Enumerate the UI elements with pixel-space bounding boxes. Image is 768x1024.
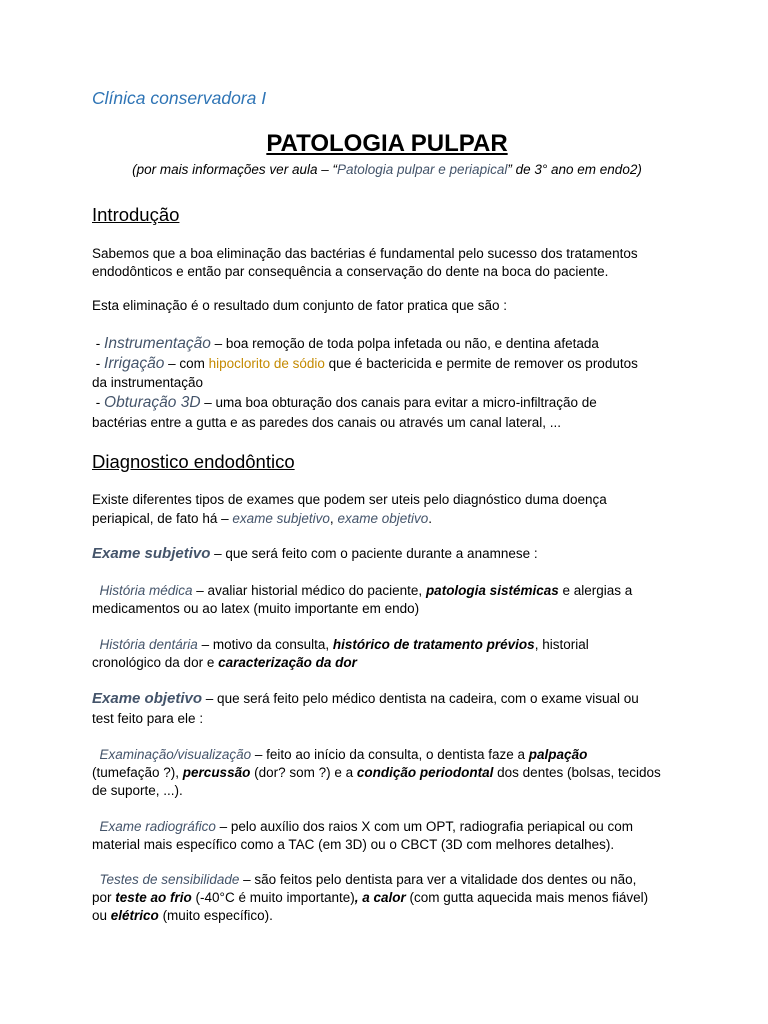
exame-radiografico-line xyxy=(92,818,682,836)
list-dash: - xyxy=(95,395,105,410)
list-item-obturacao xyxy=(92,394,682,412)
text: – feito ao início da consulta, o dentista faze a xyxy=(251,747,529,762)
list-text: – boa remoção de toda polpa infetada ou não, e dentina afetada xyxy=(210,336,599,351)
list-text: que é bactericida e permite de remover os produtos xyxy=(324,356,638,371)
text: – motivo da consulta, xyxy=(197,637,333,652)
examinacao-continuation xyxy=(92,764,682,782)
highlight-text: hipoclorito de sódio xyxy=(208,356,325,371)
text: (com gutta aquecida mais menos fiável) xyxy=(405,890,649,905)
text: e alergias a xyxy=(558,583,633,598)
text: (muito específico). xyxy=(158,908,273,923)
term: Testes de sensibilidade xyxy=(99,872,240,887)
page-title: PATOLOGIA PULPAR xyxy=(266,130,508,157)
exame-subjetivo-line xyxy=(92,545,682,563)
list-term: Instrumentação xyxy=(104,335,211,352)
historia-dentaria-line xyxy=(92,636,682,654)
emphasis: histórico de tratamento prévios xyxy=(332,637,535,652)
list-item-continuation: da instrumentação xyxy=(92,375,204,390)
list-term: Irrigação xyxy=(104,355,165,372)
subtitle-reference: Patologia pulpar e periapical xyxy=(336,162,508,177)
historia-dentaria-continuation xyxy=(92,654,682,672)
historia-medica-continuation: medicamentos ou ao latex (muito importante em endo) xyxy=(92,601,420,616)
text: dos dentes (bolsas, tecidos xyxy=(493,765,661,780)
subtitle-text-end: ” de 3° ano em endo2) xyxy=(507,162,642,177)
emphasis: caracterização da dor xyxy=(218,655,357,670)
section-heading-diagnostico: Diagnostico endodôntico xyxy=(92,451,295,472)
testes-sensibilidade-continuation xyxy=(92,889,682,907)
text: – são feitos pelo dentista para ver a vitalidade dos dentes ou não, xyxy=(239,872,637,887)
page-subtitle xyxy=(92,162,682,177)
list-term: Obturação 3D xyxy=(104,394,201,411)
text: ou xyxy=(92,908,111,923)
text: – que será feito pelo médico dentista na cadeira, com o exame visual ou xyxy=(202,691,639,706)
term: Examinação/visualização xyxy=(99,747,252,762)
emphasis: teste ao frio xyxy=(115,890,192,905)
examinacao-line xyxy=(92,746,682,764)
text: , xyxy=(329,511,338,526)
list-text: – uma boa obturação dos canais para evitar a micro-infiltração de xyxy=(200,395,597,410)
text: . xyxy=(428,511,433,526)
historia-medica-line xyxy=(92,582,682,600)
text: (tumefação ?), xyxy=(92,765,183,780)
diag-paragraph-line xyxy=(92,510,682,528)
text: – que será feito com o paciente durante a anamnese : xyxy=(210,546,538,561)
exame-radiografico-continuation: material mais específico como a TAC (em 3D) ou o CBCT (3D com melhores detalhes). xyxy=(92,837,615,852)
text: (dor? som ?) e a xyxy=(250,765,357,780)
term: exame objetivo xyxy=(337,511,429,526)
text: , historial xyxy=(534,637,589,652)
exame-objetivo-line xyxy=(92,690,682,708)
list-item-instrumentacao xyxy=(92,335,682,353)
list-item-irrigacao xyxy=(92,355,682,373)
emphasis: palpação xyxy=(528,747,588,762)
subtitle-text: (por mais informações ver aula – “ xyxy=(132,162,337,177)
section-heading-introducao: Introdução xyxy=(92,204,180,225)
text: por xyxy=(92,890,116,905)
emphasis: percussão xyxy=(182,765,251,780)
text: – pelo auxílio dos raios X com um OPT, radiografia periapical ou com xyxy=(215,819,634,834)
list-dash: - xyxy=(95,356,105,371)
text: cronológico da dor e xyxy=(92,655,219,670)
text: – avaliar historial médico do paciente, xyxy=(192,583,426,598)
emphasis: condição periodontal xyxy=(356,765,494,780)
emphasis: elétrico xyxy=(110,908,159,923)
list-text: – com xyxy=(164,356,209,371)
subsection-title: Exame objetivo xyxy=(92,690,203,707)
term: exame subjetivo xyxy=(232,511,330,526)
testes-sensibilidade-continuation xyxy=(92,907,682,925)
examinacao-continuation: de suporte, ...). xyxy=(92,783,183,798)
text: periapical, de fato há – xyxy=(92,511,233,526)
list-item-continuation: bactérias entre a gutta e as paredes dos canais ou através um canal lateral, ... xyxy=(92,415,562,430)
term: Exame radiográfico xyxy=(99,819,216,834)
emphasis: patologia sistémicas xyxy=(425,583,559,598)
list-dash: - xyxy=(95,336,105,351)
term: História dentária xyxy=(99,637,198,652)
testes-sensibilidade-line xyxy=(92,871,682,889)
exame-objetivo-continuation: test feito para ele : xyxy=(92,711,204,726)
text: (-40°C é muito importante) xyxy=(191,890,355,905)
subsection-title: Exame subjetivo xyxy=(92,545,211,562)
intro-paragraph-line: Sabemos que a boa eliminação das bactérias é fundamental pelo sucesso dos tratamentos xyxy=(92,246,638,261)
intro-paragraph: Esta eliminação é o resultado dum conjunto de fator pratica que são : xyxy=(92,298,507,313)
term: História médica xyxy=(99,583,193,598)
course-name: Clínica conservadora I xyxy=(92,88,267,108)
emphasis: , a calor xyxy=(354,890,406,905)
intro-paragraph-line: endodônticos e então par consequência a conservação do dente na boca do paciente. xyxy=(92,264,609,279)
diag-paragraph-line: Existe diferentes tipos de exames que podem ser uteis pelo diagnóstico duma doença xyxy=(92,492,607,507)
